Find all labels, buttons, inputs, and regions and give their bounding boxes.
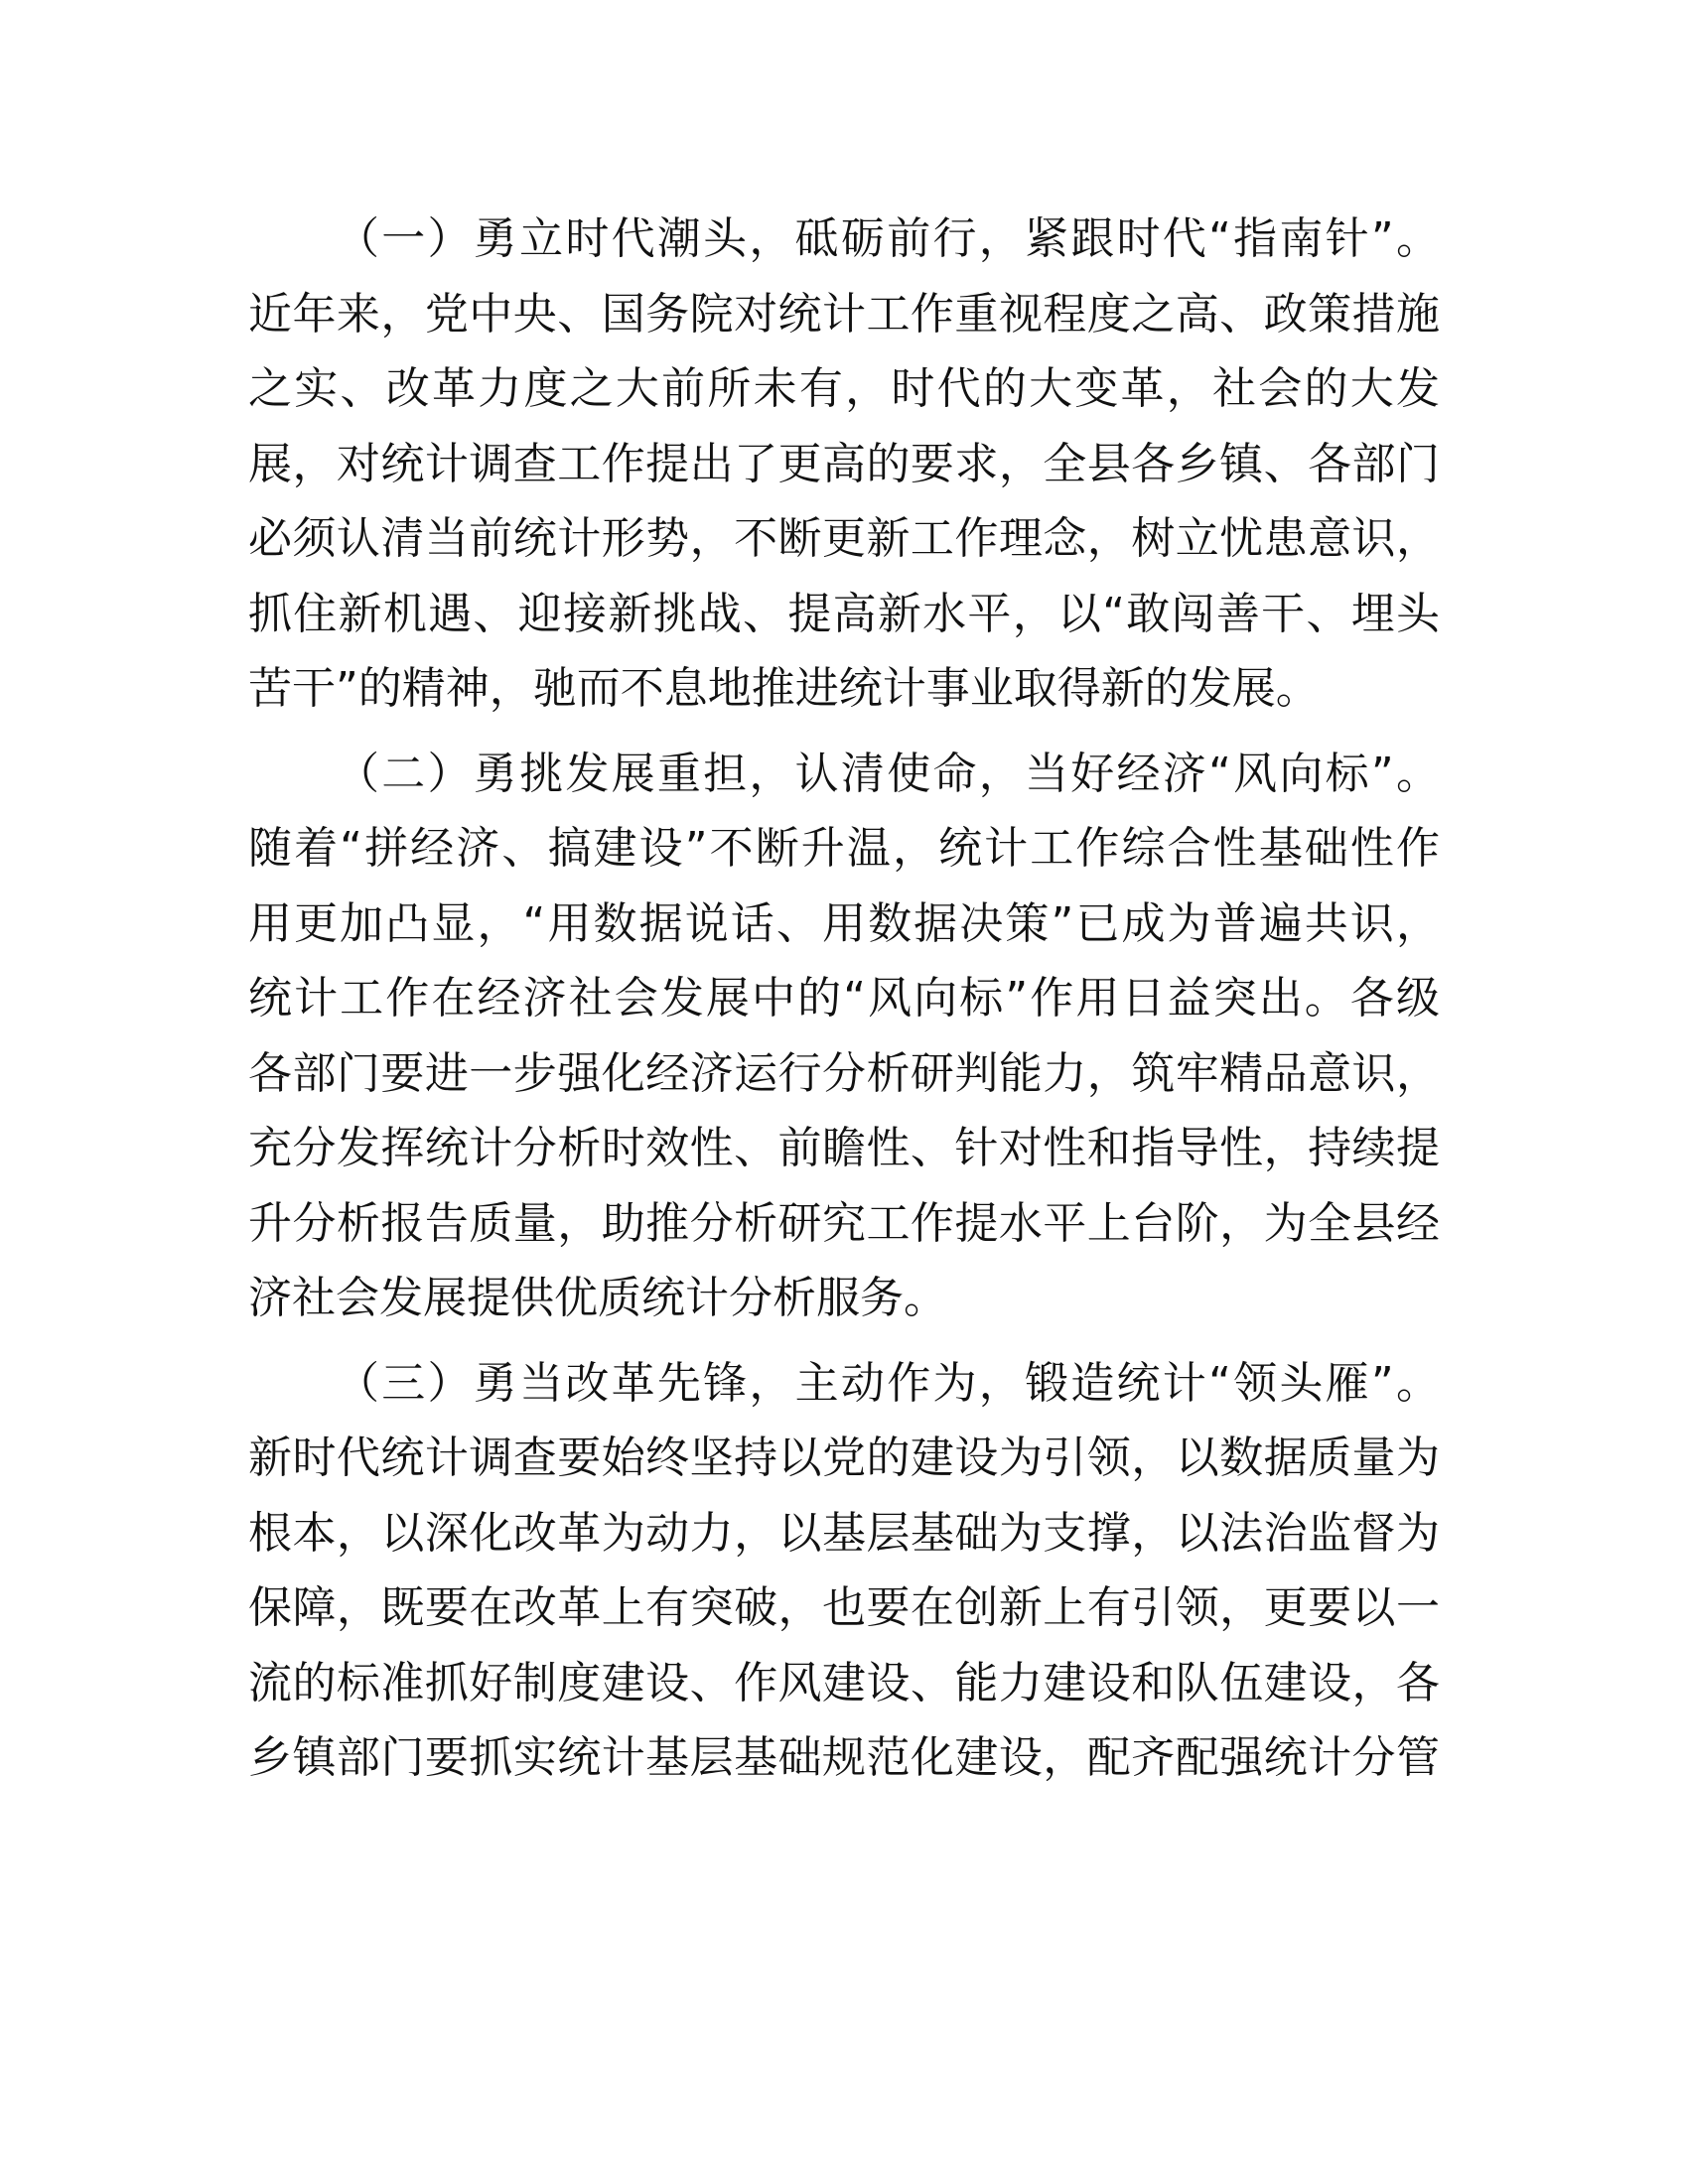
paragraph-2	[248, 737, 1440, 1336]
paragraph-2-line-6: 充分发挥统计分析时效性、前瞻性、针对性和指导性，持续提	[248, 1123, 1440, 1173]
paragraph-1-line-1: （一）勇立时代潮头，砥砺前行，紧跟时代“指南针”。	[336, 213, 1440, 264]
paragraph-2-line-1: （二）勇挑发展重担，认清使命，当好经济“风向标”。	[336, 748, 1440, 799]
paragraph-3-line-4: 保障，既要在改革上有突破，也要在创新上有引领，更要以一	[248, 1582, 1440, 1633]
paragraph-2-line-3: 用更加凸显，“用数据说话、用数据决策”已成为普遍共识，	[248, 897, 1440, 949]
paragraph-3-line-5: 流的标准抓好制度建设、作风建设、能力建设和队伍建设，各	[248, 1657, 1440, 1708]
paragraph-1	[248, 202, 1440, 727]
paragraph-3-line-2: 新时代统计调查要始终坚持以党的建设为引领，以数据质量为	[248, 1433, 1440, 1483]
paragraph-3	[248, 1346, 1440, 1796]
paragraph-1-line-3: 之实、改革力度之大前所未有，时代的大变革，社会的大发	[248, 363, 1440, 414]
paragraph-2-line-4: 统计工作在经济社会发展中的“风向标”作用日益突出。各级	[248, 973, 1440, 1024]
paragraph-3-line-3: 根本，以深化改革为动力，以基层基础为支撑，以法治监督为	[248, 1507, 1440, 1559]
paragraph-2-line-2: 随着“拼经济、搞建设”不断升温，统计工作综合性基础性作	[248, 823, 1440, 874]
paragraph-2-line-5: 各部门要进一步强化经济运行分析研判能力，筑牢精品意识，	[248, 1047, 1440, 1099]
paragraph-1-line-5: 必须认清当前统计形势，不断更新工作理念，树立忧患意识，	[248, 513, 1440, 564]
paragraph-1-line-7: 苦干”的精神，驰而不息地推进统计事业取得新的发展。	[248, 663, 1320, 714]
document-body	[248, 202, 1440, 1796]
paragraph-2-line-7: 升分析报告质量，助推分析研究工作提水平上台阶，为全县经	[248, 1197, 1440, 1249]
paragraph-3-line-6: 乡镇部门要抓实统计基层基础规范化建设，配齐配强统计分管	[248, 1732, 1440, 1783]
paragraph-1-line-4: 展，对统计调查工作提出了更高的要求，全县各乡镇、各部门	[248, 438, 1440, 489]
paragraph-2-line-8: 济社会发展提供优质统计分析服务。	[248, 1273, 947, 1323]
paragraph-3-line-1: （三）勇当改革先锋，主动作为，锻造统计“领头雁”。	[336, 1357, 1440, 1409]
paragraph-1-line-2: 近年来，党中央、国务院对统计工作重视程度之高、政策措施	[248, 288, 1440, 340]
paragraph-1-line-6: 抓住新机遇、迎接新挑战、提高新水平，以“敢闯善干、埋头	[248, 588, 1440, 639]
